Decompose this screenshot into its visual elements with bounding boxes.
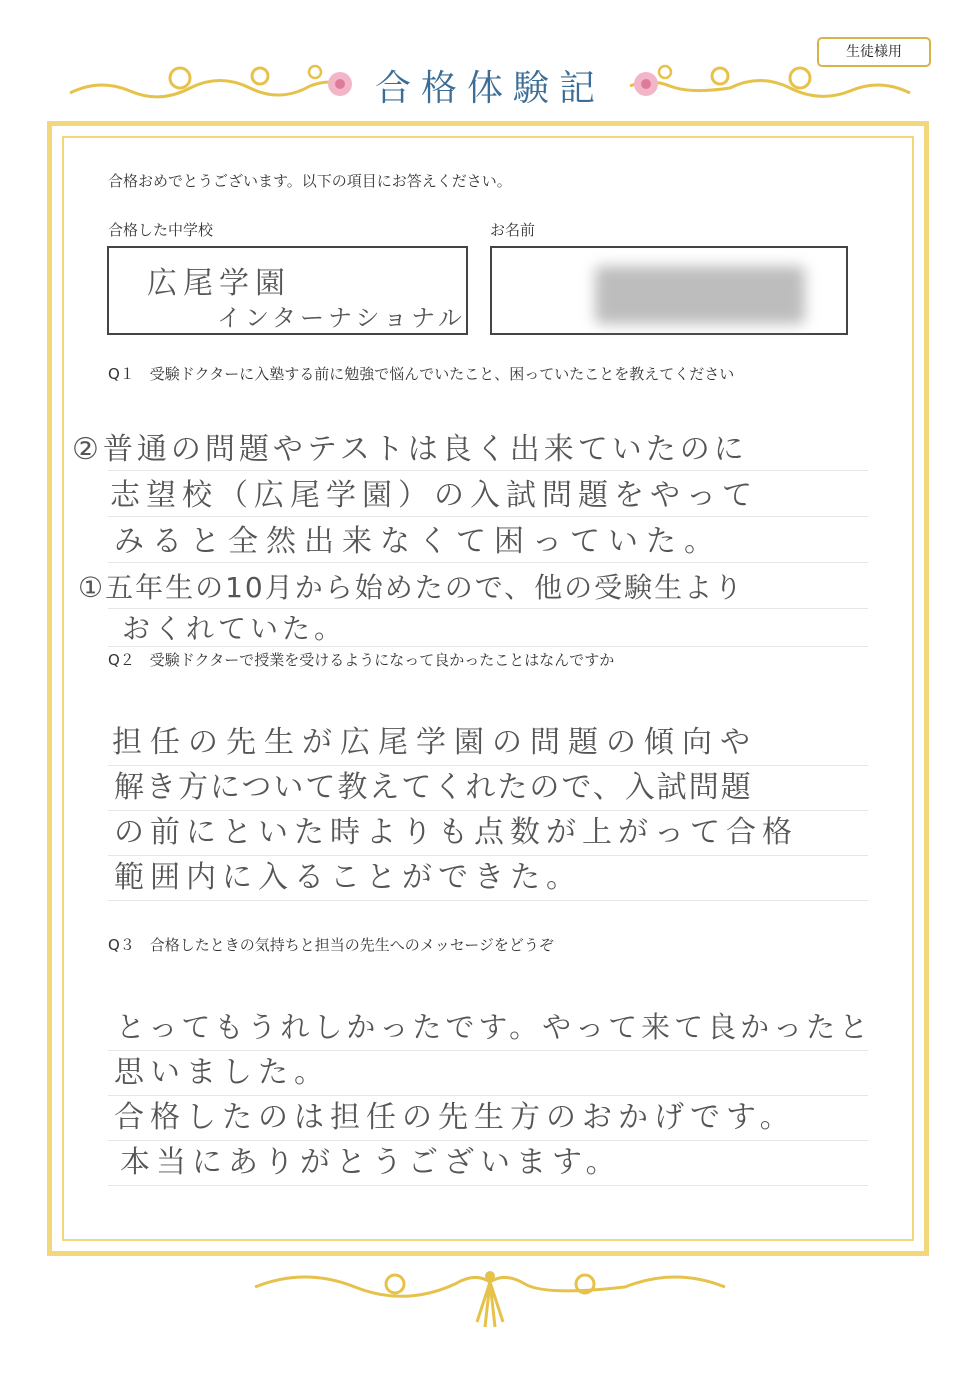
- q2-answer-line: 解き方について教えてくれたので、入試問題: [114, 770, 753, 805]
- q3-answer-line: 本当にありがとうございます。: [120, 1145, 622, 1180]
- q3-answer-line: 合格したのは担任の先生方のおかげです。: [114, 1100, 796, 1135]
- page-title: 合格体験記: [374, 68, 605, 109]
- q3-question: Q３ 合格したときの気持ちと担当の先生へのメッセージをどうぞ: [108, 936, 554, 954]
- school-name-line2: インターナショナル: [217, 304, 466, 332]
- q2-answer-line: 担任の先生が広尾学園の問題の傾向や: [112, 725, 758, 760]
- student-use-badge: 生徒様用: [817, 37, 931, 67]
- school-name-line1: 広尾学園: [147, 266, 291, 301]
- redacted-name: [595, 266, 805, 324]
- q1-question: Q１ 受験ドクターに入塾する前に勉強で悩んでいたこと、困っていたことを教えてください: [108, 365, 735, 383]
- school-label: 合格した中学校: [108, 221, 214, 239]
- ruled-line: [108, 1185, 868, 1186]
- q1-answer-line: 志望校（広尾学園）の入試問題をやって: [110, 478, 758, 513]
- school-field: [107, 246, 468, 335]
- ruled-line: [108, 900, 868, 901]
- name-label: お名前: [490, 221, 536, 239]
- q1-answer-line: みると全然出来なくて困っていた。: [114, 524, 722, 559]
- bottom-ornament: [245, 1262, 735, 1342]
- q1-answer-line: ②普通の問題やテストは良く出来ていたのに: [72, 432, 748, 467]
- q2-question: Q２ 受験ドクターで授業を受けるようになって良かったことはなんですか: [108, 651, 615, 669]
- q2-answer-line: の前にといた時よりも点数が上がって合格: [114, 815, 798, 850]
- intro-text: 合格おめでとうございます。以下の項目にお答えください。: [108, 172, 512, 190]
- q1-answer-line: ①五年生の10月から始めたので、他の受験生より: [78, 571, 745, 604]
- q3-answer-line: とってもうれしかったです。やって来て良かったと: [116, 1010, 873, 1044]
- q1-answer-line: おくれていた。: [122, 612, 347, 645]
- q3-answer-line: 思いました。: [114, 1055, 330, 1090]
- q2-answer-line: 範囲内に入ることができた。: [114, 860, 582, 895]
